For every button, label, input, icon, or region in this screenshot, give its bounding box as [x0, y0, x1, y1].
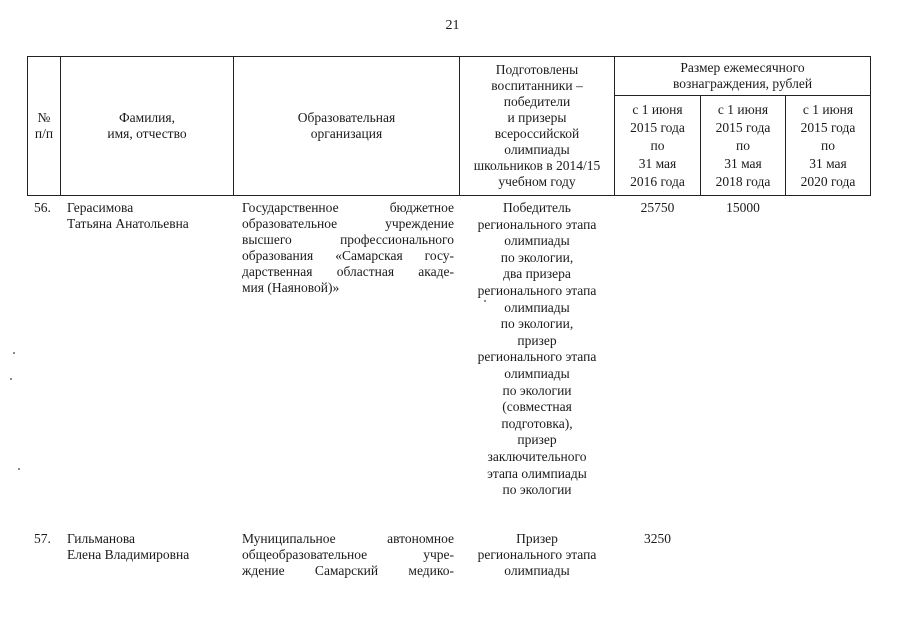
- scan-speck: [10, 378, 12, 380]
- table-right-border: [870, 56, 871, 196]
- person-name: Гильманова Елена Владимировна: [67, 531, 190, 562]
- header-prepared: [460, 57, 614, 195]
- organization-line: общеобразовательное учре-: [242, 547, 454, 562]
- scan-speck: [13, 352, 15, 354]
- achievement: Призер регионального этапа олимпиады: [477, 531, 597, 578]
- amount-period-2: 15000: [726, 200, 760, 215]
- header-num-text: № п/п: [34, 110, 54, 141]
- header-org-text: Образовательная организация: [297, 110, 396, 141]
- person-name: Герасимова Татьяна Анатольевна: [67, 200, 189, 231]
- amount-period-1: 3250: [644, 531, 671, 546]
- header-num: [28, 57, 60, 195]
- scan-speck: [484, 300, 486, 302]
- scan-speck: [18, 468, 20, 470]
- organization-line: мия (Наяновой)»: [242, 280, 340, 295]
- organization-line: ждение Самарский медико-: [242, 563, 454, 578]
- header-name: [61, 57, 233, 195]
- organization: [242, 200, 454, 296]
- header-period-2-text: с 1 июня 2015 года по 31 мая 2018 года: [715, 101, 771, 189]
- organization-line: дарственная областная акаде-: [242, 264, 454, 279]
- organization-line: Муниципальное автономное: [242, 531, 454, 546]
- achievement: Победитель регионального этапа олимпиады по экологии, два призера регионального этапа олимпиады по экологии, призер регионального этапа олимпиады по экологии (совместная подготовка), призер заключительного этапа олимпиады по экологии: [477, 200, 597, 498]
- organization-line: высшего профессионального: [242, 232, 454, 247]
- header-period-3-text: с 1 июня 2015 года по 31 мая 2020 года: [800, 101, 856, 189]
- header-bottom-border: [27, 195, 871, 196]
- header-prepared-text: Подготовлены воспитанники – победители и призеры всероссийской олимпиады школьников в 2014/15 учебном году: [473, 62, 601, 189]
- header-org: [234, 57, 459, 195]
- amount-period-1: 25750: [640, 200, 675, 215]
- row-number: 56.: [34, 200, 51, 215]
- header-reward-group: [615, 57, 870, 95]
- organization-line: образовательное учреждение: [242, 216, 454, 231]
- header-reward-group-text: Размер ежемесячного вознаграждения, рублей: [672, 60, 813, 91]
- header-period-1-text: с 1 июня 2015 года по 31 мая 2016 года: [630, 101, 685, 189]
- header-period-1: [615, 96, 700, 195]
- row-number: 57.: [34, 531, 51, 546]
- organization: [242, 531, 454, 579]
- organization-line: образования «Самарская госу-: [242, 248, 454, 263]
- header-period-2: [701, 96, 785, 195]
- header-name-text: Фамилия, имя, отчество: [107, 110, 187, 141]
- header-period-3: [786, 96, 870, 195]
- page-number: 21: [445, 18, 460, 33]
- organization-line: Государственное бюджетное: [242, 200, 454, 215]
